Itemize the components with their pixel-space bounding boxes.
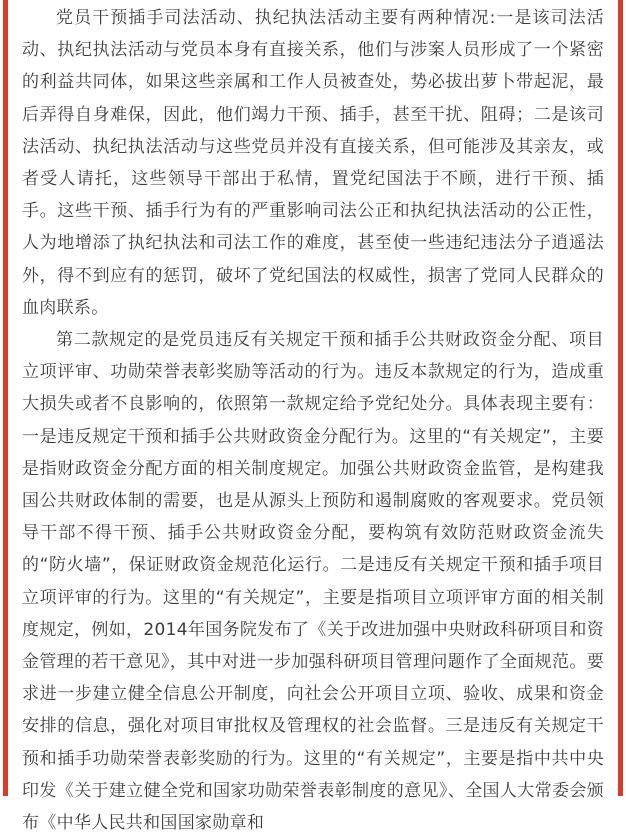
document-body (22, 2, 604, 839)
right-red-border (618, 0, 623, 796)
paragraph-second-clause: 第二款规定的是党员违反有关规定干预和插手公共财政资金分配、项目立项评审、功勋荣誉表彰奖励等活动的行为。违反本款规定的行为，造成重大损失或者不良影响的，依照第一款规定给予党纪处分。具体表现主要有：一是违反规定干预和插手公共财政资金分配行为。这里的“有关规定”，主要是指财政资金分配方面的相关制度规定。加强公共财政资金监管，是构建我国公共财政体制的需要，也是从源头上预防和遏制腐败的客观要求。党员领导干部不得干预、插手公共财政资金分配，要构筑有效防范财政资金流失的“防火墙”，保证财政资金规范化运行。二是违反有关规定干预和插手项目立项评审的行为。这里的“有关规定”，主要是指项目立项评审方面的相关制度规定，例如，2014年国务院发布了《关于改进加强中央财政科研项目和资金管理的若干意见》，其中对进一步加强科研项目管理问题作了全面规范。要求进一步建立健全信息公开制度，向社会公开项目立项、验收、成果和资金安排的信息，强化对项目审批权及管理权的社会监督。三是违反有关规定干预和插手功勋荣誉表彰奖励的行为。这里的“有关规定”，主要是指中共中央印发《关于建立健全党和国家功勋荣誉表彰制度的意见》、全国人大常委会颁布《中华人民共和国国家勋章和 (22, 330, 604, 834)
left-red-border (3, 0, 8, 796)
paragraph-interference-judicial: 党员干预插手司法活动、执纪执法活动主要有两种情况:一是该司法活动、执纪执法活动与党员本身有直接关系，他们与涉案人员形成了一个紧密的利益共同体，如果这些亲属和工作人员被查处，势必拔出萝卜带起泥，最后弄得自身难保，因此，他们竭力干预、插手，甚至干扰、阻碍；二是该司法活动、执纪执法活动与这些党员并没有直接关系，但可能涉及其亲友，或者受人请托，这些领导干部出于私情，置党纪国法于不顾，进行干预、插手。这些干预、插手行为有的严重影响司法公正和执纪执法活动的公正性，人为地增添了执纪执法和司法工作的难度，甚至使一些违纪违法分子逍遥法外，得不到应有的惩罚，破坏了党纪国法的权威性，损害了党同人民群众的血肉联系。 (22, 8, 604, 318)
